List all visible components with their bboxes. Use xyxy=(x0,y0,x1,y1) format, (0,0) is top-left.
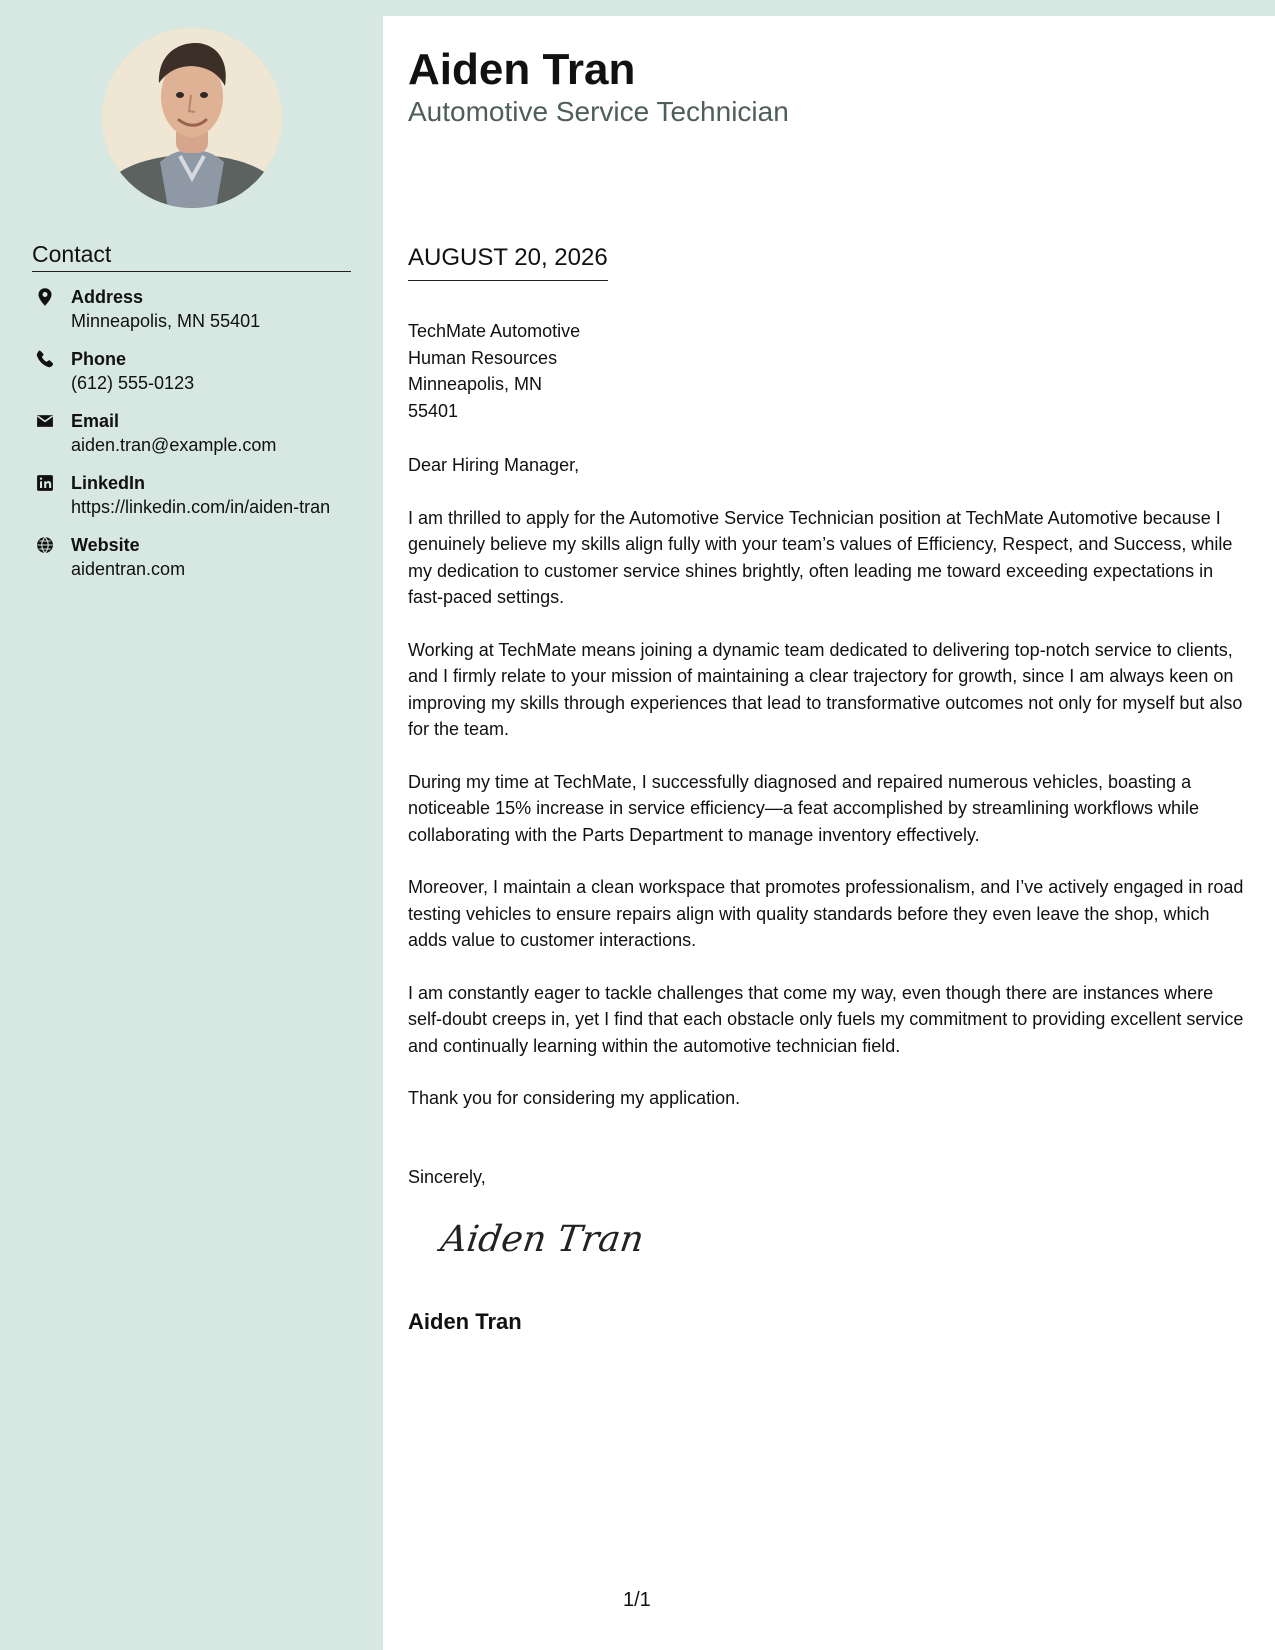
contact-email xyxy=(32,409,352,457)
page-number: 1/1 xyxy=(623,1589,651,1611)
contact-website xyxy=(32,533,352,581)
contact-linkedin-value: https://linkedin.com/in/aiden-tran xyxy=(71,497,331,517)
linkedin-icon xyxy=(35,473,55,493)
profile-photo xyxy=(102,28,282,208)
candidate-name: Aiden Tran xyxy=(408,45,636,94)
contact-website-value: aidentran.com xyxy=(71,559,186,579)
contact-address xyxy=(32,285,352,333)
recipient-city-state: Minneapolis, MN xyxy=(408,374,543,394)
letter-body xyxy=(408,452,1250,1138)
location-pin-icon xyxy=(35,287,55,307)
contact-address-label: Address xyxy=(71,287,144,307)
recipient-postal-code: 55401 xyxy=(408,400,459,421)
contact-email-label: Email xyxy=(71,411,120,431)
phone-icon xyxy=(35,349,55,369)
contact-phone xyxy=(32,347,352,395)
signer-name: Aiden Tran xyxy=(408,1309,522,1334)
sidebar xyxy=(0,0,383,1650)
contact-website-label: Website xyxy=(71,535,140,555)
paragraph-6: Thank you for considering my application. xyxy=(408,1088,741,1108)
recipient-company: TechMate Automotive xyxy=(408,321,581,341)
contact-phone-label: Phone xyxy=(71,349,127,369)
paragraph-1: I am thrilled to apply for the Automotive Service Technician position at TechMate Automotive because I genuinely believe my skills align fully with your team’s values of Efficiency, Respect, and Success, while my dedication to customer service shines brightly, often leading me toward exceeding expectations in fast-paced settings. xyxy=(408,507,1233,607)
letter-page xyxy=(383,16,1275,1650)
envelope-icon xyxy=(35,411,55,431)
paragraph-2: Working at TechMate means joining a dynamic team dedicated to delivering top-notch service to clients, and I firmly relate to your mission of maintaining a clear trajectory for growth, since I am always keen on improving my skills through experiences that lead to transformative outcomes not only for myself but also for the team. xyxy=(408,639,1243,739)
letter-date: AUGUST 20, 2026 xyxy=(408,242,608,281)
candidate-job-title: Automotive Service Technician xyxy=(408,96,789,127)
contact-list xyxy=(32,285,352,595)
recipient-department: Human Resources xyxy=(408,347,558,368)
globe-icon xyxy=(35,535,55,555)
contact-linkedin xyxy=(32,471,352,519)
person-photo-illustration xyxy=(102,28,282,208)
closing: Sincerely, xyxy=(408,1167,486,1187)
recipient-block xyxy=(408,318,580,424)
contact-address-value: Minneapolis, MN 55401 xyxy=(71,311,261,331)
handwritten-signature: Aiden Tran xyxy=(438,1219,647,1260)
paragraph-3: During my time at TechMate, I successfully diagnosed and repaired numerous vehicles, boasting a noticeable 15% increase in service efficiency—a feat accomplished by streamlining workflows while collaborating with the Parts Department to manage inventory effectively. xyxy=(408,771,1200,845)
contact-heading: Contact xyxy=(32,240,351,272)
contact-linkedin-label: LinkedIn xyxy=(71,473,146,493)
contact-email-value: aiden.tran@example.com xyxy=(71,435,277,455)
paragraph-5: I am constantly eager to tackle challenges that come my way, even though there are instances where self-doubt creeps in, yet I find that each obstacle only fuels my commitment to providing excellent service and continually learning within the automotive technician field. xyxy=(408,982,1244,1056)
paragraph-4: Moreover, I maintain a clean workspace that promotes professionalism, and I’ve actively engaged in road testing vehicles to ensure repairs align with quality standards before they even leave the shop, which adds value to customer interactions. xyxy=(408,877,1244,950)
salutation: Dear Hiring Manager, xyxy=(408,455,580,475)
contact-phone-value: (612) 555-0123 xyxy=(71,373,195,393)
